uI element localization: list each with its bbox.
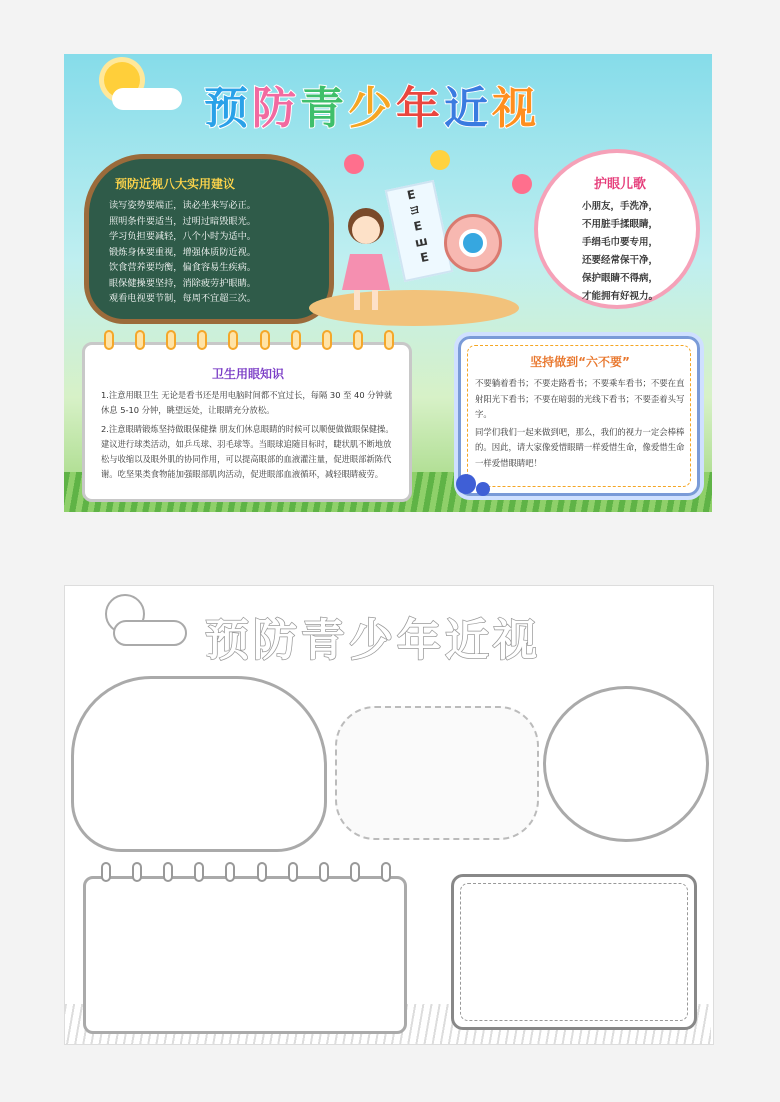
song-cloud [534, 149, 700, 309]
title-char: 年 [397, 615, 445, 666]
ring-icon [194, 862, 204, 882]
title-char: 防 [252, 83, 300, 134]
blank-scalloped-box [543, 686, 709, 842]
poster-title [204, 72, 540, 136]
cloud-icon [112, 88, 182, 110]
song-line: 小朋友，手洗净， [581, 201, 658, 212]
song-line: 保护眼睛不得病， [581, 273, 658, 284]
hygiene-paragraph: 1.注意用眼卫生 无论是看书还是用电脑时间都不宜过长，每隔 30 至 40 分钟就休息 5-10 分钟，眺望远处，让眼睛充分放松。 [101, 390, 393, 415]
title-char: 防 [253, 615, 301, 666]
advice-line: 读写姿势要端正，读必坐来写必正。 [109, 200, 256, 211]
girl-illustration [336, 204, 396, 314]
ring-icon [163, 862, 173, 882]
song-line: 才能拥有好视力。 [581, 291, 658, 302]
eye-chart-letter: E [419, 249, 431, 266]
ring-icon [319, 862, 329, 882]
ring-icon [381, 862, 391, 882]
eye-chart-letter: E [412, 218, 424, 234]
advice-line: 学习负担要减轻，八个小时为适中。 [109, 231, 256, 242]
title-char: 近 [444, 83, 492, 134]
ring-icon [257, 862, 267, 882]
ring-icon [225, 862, 235, 882]
hygiene-heading: 卫生用眼知识 [211, 367, 284, 381]
advice-line: 眼保健操要坚持，消除疲劳护眼睛。 [109, 277, 256, 289]
flower-icon [512, 174, 532, 194]
song-heading: 护眼儿歌 [593, 177, 646, 192]
ring-icon [135, 330, 145, 350]
berry-icon [476, 482, 490, 496]
title-char: 视 [493, 615, 541, 666]
outline-title [205, 604, 541, 668]
berry-icon [456, 474, 476, 494]
blank-dashed-frame [451, 874, 697, 1030]
title-char: 少 [349, 615, 397, 666]
eye-chart-letter: E [405, 187, 417, 203]
ring-icon [228, 330, 238, 350]
colored-poster [64, 54, 712, 512]
six-nots-frame [458, 336, 700, 496]
advice-line: 观看电视要节制，每周不宜超三次。 [109, 293, 256, 304]
cloud-outline-icon [113, 620, 187, 646]
ring-icon [132, 862, 142, 882]
ring-icon [353, 330, 363, 350]
title-char: 年 [396, 83, 444, 134]
notepad-rings-outline [101, 862, 391, 884]
six-nots-paragraph: 同学们我们一起来做到吧，那么，我们的视力一定会棒棒的。因此，请大家像爱惜眼睛一样爱惜生命，像爱惜生命一样爱惜眼睛吧！ [475, 426, 685, 468]
title-char: 视 [492, 83, 540, 134]
song-line: 不用脏手揉眼睛， [581, 219, 658, 230]
ring-icon [384, 330, 394, 350]
eye-chart-letter: ш [413, 233, 429, 250]
ring-icon [350, 862, 360, 882]
hygiene-notepad [82, 342, 412, 502]
six-nots-heading: 坚持做到“六不要” [530, 355, 630, 369]
flower-icon [344, 154, 364, 174]
blank-cloud-box [71, 676, 327, 852]
outline-poster [64, 585, 714, 1045]
ring-icon [166, 330, 176, 350]
six-nots-paragraph: 不要躺着看书；不要走路看书；不要乘车看书；不要在直射阳光下看书；不要在暗弱的光线下看书；不要歪着头写字。 [475, 378, 685, 419]
eyeball-illustration [444, 214, 502, 272]
title-char: 近 [445, 615, 493, 666]
advice-heading: 预防近视八大实用建议 [115, 177, 236, 191]
eye-chart-letter: ヨ [407, 202, 422, 219]
title-char: 预 [205, 615, 253, 666]
dashed-border [460, 883, 688, 1021]
advice-chalkboard [84, 154, 334, 324]
song-line: 手绢毛巾要专用， [581, 237, 658, 248]
ring-icon [197, 330, 207, 350]
ring-icon [322, 330, 332, 350]
advice-line: 照明条件要适当，过明过暗毁眼光。 [109, 215, 256, 227]
hygiene-paragraph: 2.注意眼睛锻炼坚持做眼保健操 朋友们休息眼睛的时候可以顺便做做眼保健操。建议进行球类活动，如乒乓球、羽毛球等。当眼球追随目标时，睫状肌不断地放松与收缩以及眼外肌的协同作用，可以提高眼部的血液灌注量，促进眼部新陈代谢。吃坚果类食物能加强眼部肌肉活动，促进眼部血液循环，减轻眼睛疲劳。 [101, 424, 394, 479]
title-char: 青 [301, 615, 349, 666]
ring-icon [104, 330, 114, 350]
ring-icon [291, 330, 301, 350]
flower-icon [430, 150, 450, 170]
title-char: 预 [204, 83, 252, 134]
ring-icon [260, 330, 270, 350]
advice-line: 饮食营养要均衡，偏食容易生疾病。 [109, 262, 256, 273]
blank-notepad [83, 876, 407, 1034]
title-char: 少 [348, 83, 396, 134]
pupil-icon [459, 229, 487, 257]
notepad-rings [104, 330, 394, 352]
title-char: 青 [300, 83, 348, 134]
advice-line: 锻炼身体要重视，增强体质防近视。 [109, 246, 256, 258]
ring-icon [101, 862, 111, 882]
ring-icon [288, 862, 298, 882]
song-line: 还要经常保干净， [581, 255, 658, 266]
illustration-outline [335, 706, 539, 840]
